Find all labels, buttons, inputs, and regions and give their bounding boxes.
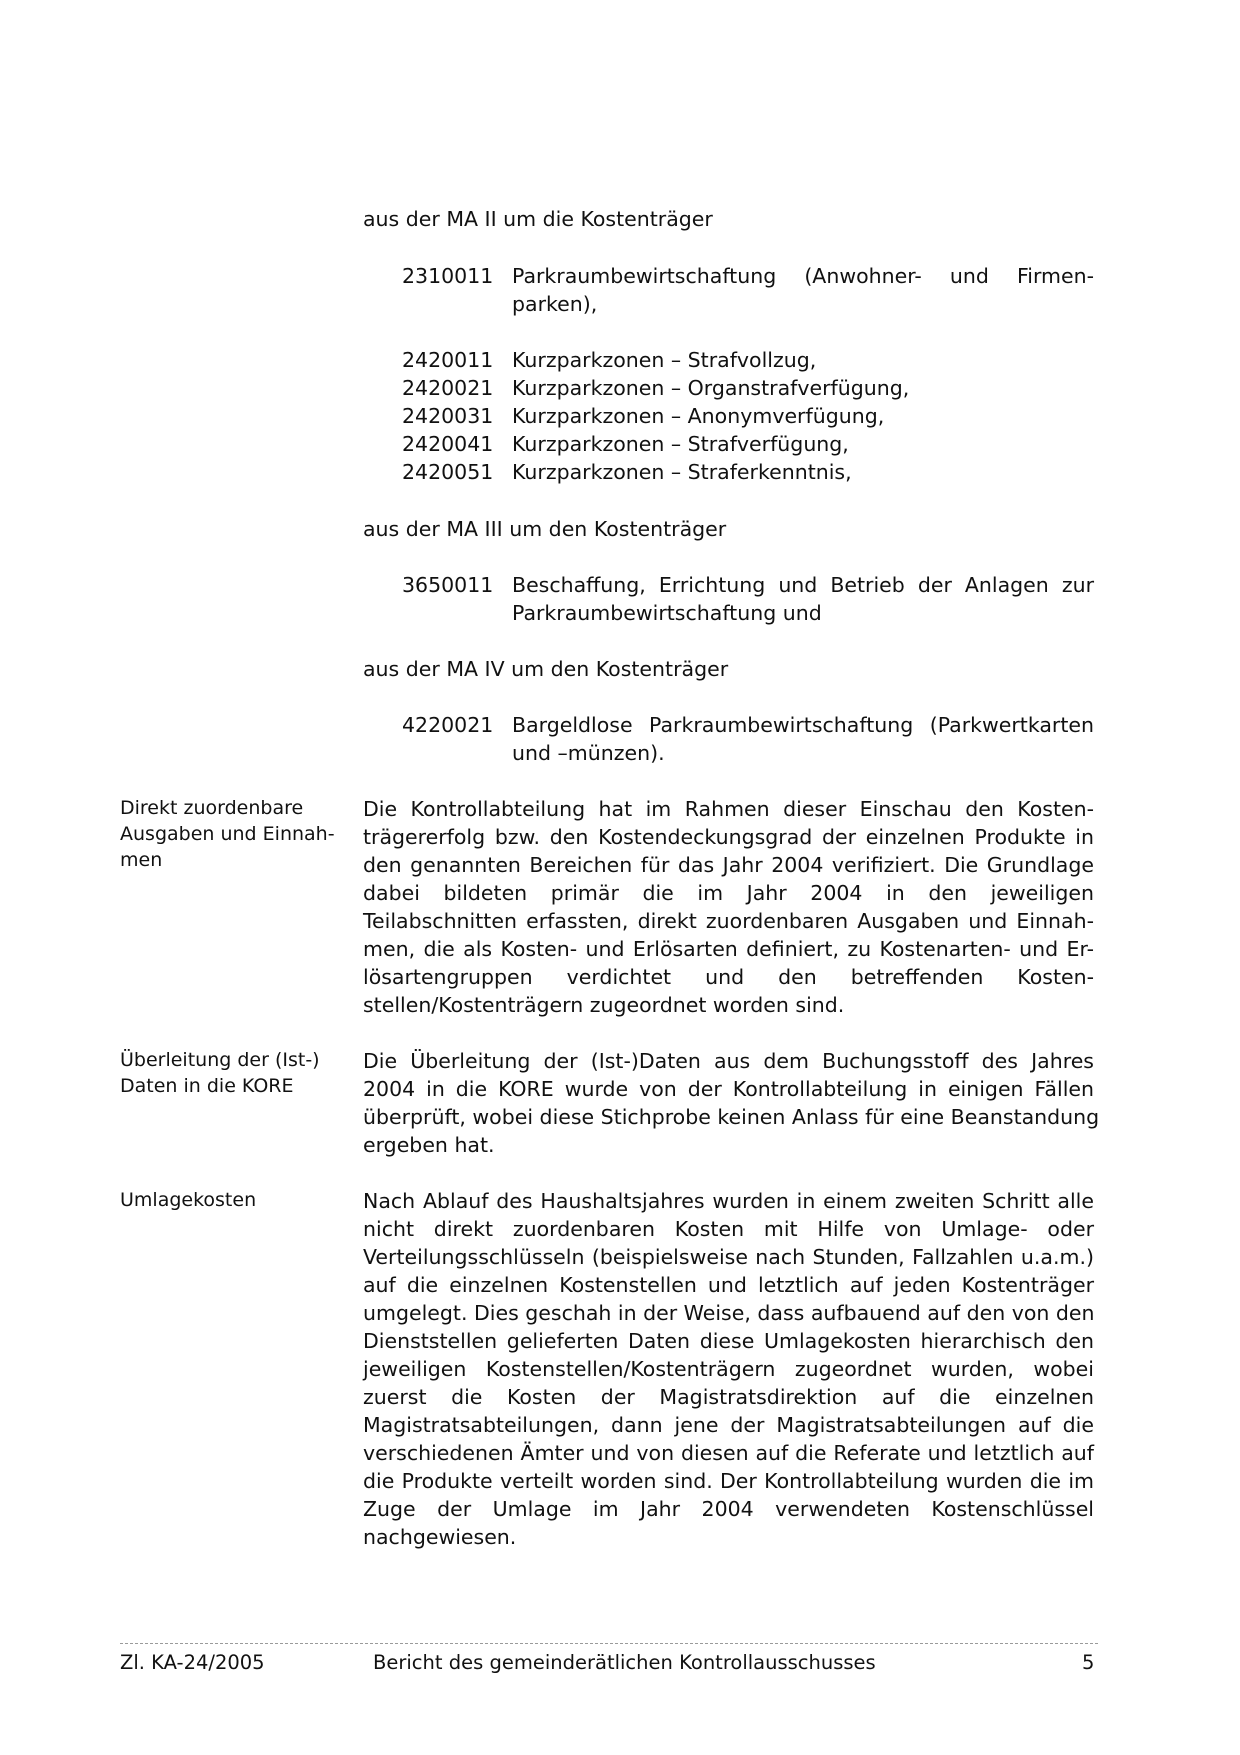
paragraph-line: die Produkte verteilt worden sind. Der Kontrollabteilung wurden die im — [363, 1469, 1094, 1493]
cost-description: und –münzen). — [512, 741, 665, 765]
paragraph-line: zuerst die Kosten der Magistratsdirektion auf die einzelnen — [363, 1385, 1094, 1409]
paragraph-line: 2004 in die KORE wurde von der Kontrollabteilung in einigen Fällen — [363, 1077, 1094, 1101]
cost-code: 2420021 — [402, 376, 494, 400]
paragraph-line: überprüft, wobei diese Stichprobe keinen Anlass für eine Beanstandung — [363, 1105, 1100, 1129]
cost-description: Beschaffung, Errichtung und Betrieb der Anlagen zur — [512, 573, 1094, 597]
margin-heading: Überleitung der (Ist-) — [120, 1049, 320, 1071]
paragraph-line: Teilabschnitten erfassten, direkt zuordenbaren Ausgaben und Einnah- — [363, 909, 1094, 933]
cost-code: 4220021 — [402, 713, 494, 737]
footer-divider — [120, 1643, 1098, 1644]
page-number: 5 — [1082, 1651, 1095, 1674]
paragraph-line: jeweiligen Kostenstellen/Kostenträgern zugeordnet wurden, wobei — [363, 1357, 1094, 1381]
cost-code: 2420011 — [402, 348, 494, 372]
paragraph-line: auf die einzelnen Kostenstellen und letztlich auf jeden Kostenträger — [363, 1273, 1094, 1297]
intro-ma4: aus der MA IV um den Kostenträger — [363, 657, 729, 681]
paragraph-line: trägererfolg bzw. den Kostendeckungsgrad der einzelnen Produkte in — [363, 825, 1094, 849]
paragraph-line: Zuge der Umlage im Jahr 2004 verwendeten Kostenschlüssel — [363, 1497, 1094, 1521]
paragraph-line: Verteilungsschlüsseln (beispielsweise nach Stunden, Fallzahlen u.a.m.) — [363, 1245, 1094, 1269]
paragraph-line: ergeben hat. — [363, 1133, 495, 1157]
cost-description: Kurzparkzonen – Straferkenntnis, — [512, 460, 852, 484]
cost-code: 2420051 — [402, 460, 494, 484]
paragraph-line: Die Überleitung der (Ist-)Daten aus dem Buchungsstoff des Jahres — [363, 1049, 1094, 1073]
paragraph-line: men, die als Kosten- und Erlösarten definiert, zu Kostenarten- und Er- — [363, 937, 1094, 961]
cost-description: Parkraumbewirtschaftung (Anwohner- und Firmen- — [512, 264, 1094, 288]
footer-reference: Zl. KA-24/2005 — [120, 1651, 265, 1674]
paragraph-line: Nach Ablauf des Haushaltsjahres wurden in einem zweiten Schritt alle — [363, 1189, 1094, 1213]
cost-description: Parkraumbewirtschaftung und — [512, 601, 822, 625]
intro-ma3: aus der MA III um den Kostenträger — [363, 517, 727, 541]
cost-description: Kurzparkzonen – Strafvollzug, — [512, 348, 817, 372]
footer-title: Bericht des gemeinderätlichen Kontrollausschusses — [373, 1651, 876, 1674]
paragraph-line: Magistratsabteilungen, dann jene der Magistratsabteilungen auf die — [363, 1413, 1094, 1437]
paragraph-line: Die Kontrollabteilung hat im Rahmen dieser Einschau den Kosten- — [363, 797, 1094, 821]
margin-heading: Umlagekosten — [120, 1189, 257, 1211]
cost-description: parken), — [512, 292, 598, 316]
intro-ma2: aus der MA II um die Kostenträger — [363, 207, 713, 231]
cost-code: 2420031 — [402, 404, 494, 428]
margin-heading: Direkt zuordenbare — [120, 797, 304, 819]
margin-heading: men — [120, 849, 163, 871]
cost-description: Kurzparkzonen – Organstrafverfügung, — [512, 376, 910, 400]
cost-description: Bargeldlose Parkraumbewirtschaftung (Parkwertkarten — [512, 713, 1094, 737]
paragraph-line: umgelegt. Dies geschah in der Weise, dass aufbauend auf den von den — [363, 1301, 1095, 1325]
cost-description: Kurzparkzonen – Anonymverfügung, — [512, 404, 885, 428]
paragraph-line: Dienststellen gelieferten Daten diese Umlagekosten hierarchisch den — [363, 1329, 1094, 1353]
paragraph-line: lösartengruppen verdichtet und den betreffenden Kosten- — [363, 965, 1094, 989]
cost-code: 3650011 — [402, 573, 494, 597]
paragraph-line: dabei bildeten primär die im Jahr 2004 in den jeweiligen — [363, 881, 1094, 905]
cost-code: 2310011 — [402, 264, 494, 288]
cost-description: Kurzparkzonen – Strafverfügung, — [512, 432, 849, 456]
margin-heading: Daten in die KORE — [120, 1075, 294, 1097]
paragraph-line: den genannten Bereichen für das Jahr 2004 verifiziert. Die Grundlage — [363, 853, 1094, 877]
paragraph-line: nachgewiesen. — [363, 1525, 517, 1549]
paragraph-line: stellen/Kostenträgern zugeordnet worden sind. — [363, 993, 845, 1017]
cost-code: 2420041 — [402, 432, 494, 456]
paragraph-line: nicht direkt zuordenbaren Kosten mit Hilfe von Umlage- oder — [363, 1217, 1094, 1241]
paragraph-line: verschiedenen Ämter und von diesen auf die Referate und letztlich auf — [363, 1441, 1094, 1465]
margin-heading: Ausgaben und Einnah- — [120, 823, 335, 845]
